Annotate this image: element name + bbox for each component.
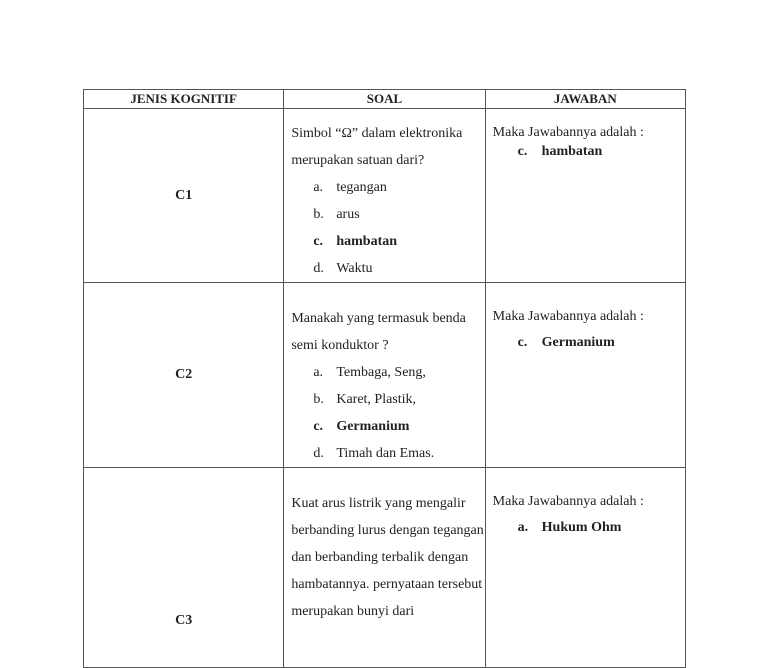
answer-line bbox=[493, 327, 685, 352]
soal-cell bbox=[284, 109, 485, 283]
option-item bbox=[313, 255, 484, 282]
option-letter: c. bbox=[313, 419, 324, 434]
answer-letter: c. bbox=[517, 335, 528, 350]
option-item-correct bbox=[313, 228, 484, 255]
option-text: hambatan bbox=[336, 234, 398, 249]
jawaban-cell bbox=[485, 109, 685, 283]
answer-letter: a. bbox=[517, 520, 529, 535]
answer-text: Germanium bbox=[541, 335, 615, 350]
answer-intro: Maka Jawabannya adalah : bbox=[492, 494, 644, 509]
answer-line bbox=[493, 512, 685, 537]
question-table bbox=[83, 89, 686, 668]
header-jawaban: JAWABAN bbox=[485, 90, 685, 109]
kognitif-label: C2 bbox=[175, 367, 193, 382]
table-row bbox=[84, 283, 686, 468]
option-text: tegangan bbox=[336, 180, 387, 195]
answer-line bbox=[493, 143, 685, 161]
option-item-correct bbox=[313, 413, 484, 440]
option-item bbox=[313, 440, 484, 467]
kognitif-cell bbox=[84, 283, 284, 468]
kognitif-label: C3 bbox=[175, 613, 193, 628]
kognitif-label: C1 bbox=[175, 187, 193, 203]
kognitif-cell bbox=[84, 109, 284, 283]
soal-cell bbox=[284, 283, 485, 468]
option-text: Tembaga, Seng, bbox=[336, 365, 426, 380]
options-list bbox=[291, 359, 484, 467]
option-text: Karet, Plastik, bbox=[336, 392, 417, 407]
header-jenis-kognitif: JENIS KOGNITIF bbox=[84, 90, 284, 109]
option-letter: a. bbox=[313, 180, 324, 195]
option-letter: d. bbox=[313, 261, 324, 276]
option-letter: b. bbox=[313, 392, 324, 407]
header-row bbox=[84, 90, 686, 109]
option-item bbox=[313, 359, 484, 386]
option-text: arus bbox=[336, 207, 360, 222]
option-item bbox=[313, 386, 484, 413]
question-text: Manakah yang termasuk benda semi konduktor ? bbox=[291, 311, 466, 353]
option-text: Waktu bbox=[336, 261, 373, 276]
option-letter: a. bbox=[313, 365, 324, 380]
option-text: Germanium bbox=[336, 419, 410, 434]
option-letter: b. bbox=[313, 207, 324, 222]
option-item bbox=[313, 201, 484, 228]
option-letter: d. bbox=[313, 446, 324, 461]
jawaban-cell bbox=[485, 283, 685, 468]
options-list bbox=[291, 174, 484, 282]
option-item bbox=[313, 174, 484, 201]
soal-cell bbox=[284, 468, 485, 668]
jawaban-cell bbox=[485, 468, 685, 668]
question-text: Simbol “Ω” dalam elektronika merupakan satuan dari? bbox=[291, 126, 463, 168]
answer-text: Hukum Ohm bbox=[541, 520, 622, 535]
option-text: Timah dan Emas. bbox=[336, 446, 435, 461]
table-row bbox=[84, 109, 686, 283]
header-soal: SOAL bbox=[284, 90, 485, 109]
answer-intro: Maka Jawabannya adalah : bbox=[492, 125, 644, 140]
answer-intro: Maka Jawabannya adalah : bbox=[492, 309, 644, 324]
option-letter: c. bbox=[313, 234, 324, 249]
answer-letter: c. bbox=[517, 144, 528, 159]
answer-text: hambatan bbox=[541, 144, 603, 159]
question-text: Kuat arus listrik yang mengalir berbanding lurus dengan tegangan dan berbanding terbalik dengan hambatannya. pernyataan tersebut merupakan bunyi dari bbox=[291, 496, 484, 619]
table-row bbox=[84, 468, 686, 668]
kognitif-cell bbox=[84, 468, 284, 668]
